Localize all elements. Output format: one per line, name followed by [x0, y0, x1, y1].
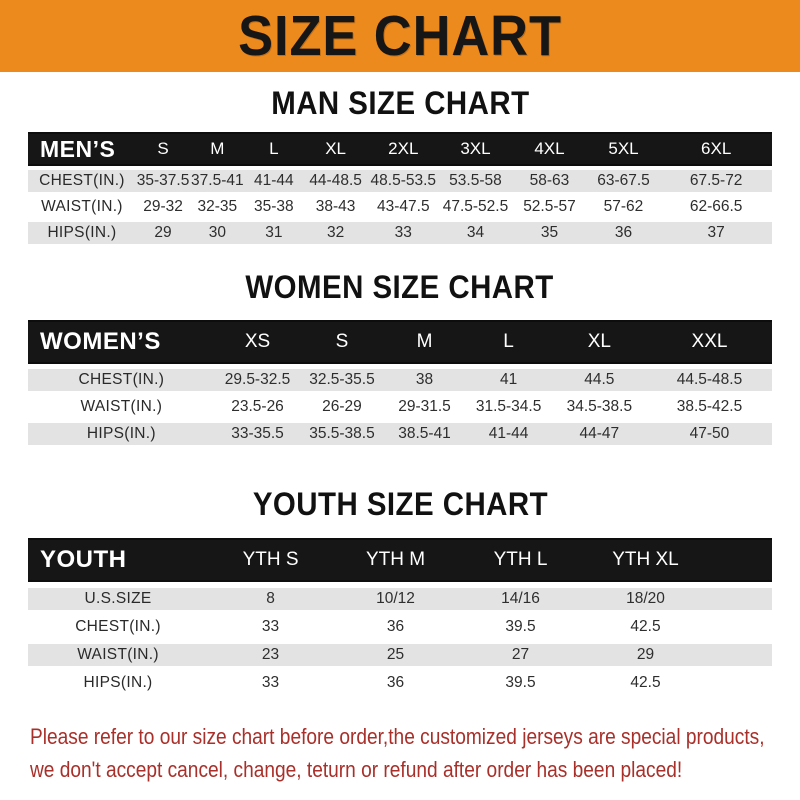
- size-value: 35.5-38.5: [300, 423, 383, 445]
- youth-ussize-row: [28, 588, 772, 610]
- size-value: 41: [465, 369, 551, 391]
- youth-group-label: YOUTH: [28, 538, 208, 582]
- men-size-col-header: 4XL: [512, 132, 586, 166]
- size-value: 41-44: [244, 170, 303, 192]
- men-section-heading: [0, 85, 800, 122]
- men-size-col-header: S: [136, 132, 190, 166]
- men-group-label: MEN’S: [28, 132, 136, 166]
- row-spacer: [708, 588, 772, 610]
- size-value: 38-43: [303, 196, 368, 218]
- men-chest-row: [28, 170, 772, 192]
- youth-table-header-row: [28, 538, 772, 582]
- size-value: 41-44: [465, 423, 551, 445]
- row-label: WAIST(IN.): [28, 396, 215, 418]
- size-value: 44.5-48.5: [647, 369, 772, 391]
- row-spacer: [708, 616, 772, 638]
- men-size-col-header: M: [190, 132, 244, 166]
- women-heading-text: WOMEN SIZE CHART: [245, 269, 555, 305]
- women-size-table: [28, 315, 772, 450]
- row-label: HIPS(IN.): [28, 672, 208, 694]
- row-label: CHEST(IN.): [28, 616, 208, 638]
- size-value: 25: [333, 644, 458, 666]
- men-table-header-row: [28, 132, 772, 166]
- row-label: CHEST(IN.): [28, 170, 136, 192]
- size-value: 29: [136, 222, 190, 244]
- men-size-col-header: XL: [303, 132, 368, 166]
- size-value: 33: [208, 672, 333, 694]
- women-size-col-header: L: [465, 320, 551, 364]
- size-value: 26-29: [300, 396, 383, 418]
- men-waist-row: [28, 196, 772, 218]
- size-value: 43-47.5: [368, 196, 439, 218]
- men-size-table: [28, 128, 772, 248]
- youth-size-col-header: YTH L: [458, 538, 583, 582]
- youth-size-table: [28, 532, 772, 700]
- size-value: 63-67.5: [587, 170, 661, 192]
- men-size-col-header: 3XL: [439, 132, 513, 166]
- men-size-col-header: 2XL: [368, 132, 439, 166]
- size-value: 35: [512, 222, 586, 244]
- size-value: 44.5: [552, 369, 647, 391]
- size-value: 37.5-41: [190, 170, 244, 192]
- row-label: HIPS(IN.): [28, 423, 215, 445]
- size-value: 42.5: [583, 616, 708, 638]
- header-spacer: [708, 538, 772, 582]
- size-value: 18/20: [583, 588, 708, 610]
- size-value: 29: [583, 644, 708, 666]
- size-value: 31.5-34.5: [465, 396, 551, 418]
- size-value: 36: [587, 222, 661, 244]
- size-value: 34.5-38.5: [552, 396, 647, 418]
- size-value: 33: [368, 222, 439, 244]
- size-value: 39.5: [458, 672, 583, 694]
- size-value: 38.5-42.5: [647, 396, 772, 418]
- footer-notice: [30, 720, 800, 786]
- size-value: 31: [244, 222, 303, 244]
- size-value: 35-38: [244, 196, 303, 218]
- size-value: 32: [303, 222, 368, 244]
- notice-line-2: we don't accept cancel, change, teturn or refund after order has been placed!: [30, 757, 683, 782]
- women-section-heading: [0, 269, 800, 306]
- size-value: 39.5: [458, 616, 583, 638]
- women-size-col-header: M: [384, 320, 466, 364]
- banner-title: SIZE CHART: [238, 4, 562, 68]
- size-value: 33-35.5: [215, 423, 301, 445]
- men-size-col-header: 5XL: [587, 132, 661, 166]
- women-size-col-header: XS: [215, 320, 301, 364]
- women-size-col-header: S: [300, 320, 383, 364]
- size-value: 44-48.5: [303, 170, 368, 192]
- women-group-label: WOMEN’S: [28, 320, 215, 364]
- size-value: 62-66.5: [660, 196, 772, 218]
- size-value: 53.5-58: [439, 170, 513, 192]
- women-waist-row: [28, 396, 772, 418]
- size-value: 29-31.5: [384, 396, 466, 418]
- row-spacer: [708, 644, 772, 666]
- men-size-col-header: 6XL: [660, 132, 772, 166]
- row-spacer: [708, 672, 772, 694]
- women-size-col-header: XL: [552, 320, 647, 364]
- size-value: 38: [384, 369, 466, 391]
- size-value: 23.5-26: [215, 396, 301, 418]
- size-value: 29-32: [136, 196, 190, 218]
- size-value: 48.5-53.5: [368, 170, 439, 192]
- men-hips-row: [28, 222, 772, 244]
- size-value: 52.5-57: [512, 196, 586, 218]
- men-heading-text: MAN SIZE CHART: [270, 85, 530, 121]
- size-value: 44-47: [552, 423, 647, 445]
- women-hips-row: [28, 423, 772, 445]
- row-label: CHEST(IN.): [28, 369, 215, 391]
- size-value: 14/16: [458, 588, 583, 610]
- size-value: 8: [208, 588, 333, 610]
- size-value: 42.5: [583, 672, 708, 694]
- youth-hips-row: [28, 672, 772, 694]
- size-value: 32.5-35.5: [300, 369, 383, 391]
- row-label: U.S.SIZE: [28, 588, 208, 610]
- row-label: HIPS(IN.): [28, 222, 136, 244]
- row-label: WAIST(IN.): [28, 644, 208, 666]
- size-value: 32-35: [190, 196, 244, 218]
- size-value: 47-50: [647, 423, 772, 445]
- youth-chest-row: [28, 616, 772, 638]
- men-size-col-header: L: [244, 132, 303, 166]
- size-value: 37: [660, 222, 772, 244]
- row-label: WAIST(IN.): [28, 196, 136, 218]
- women-size-col-header: XXL: [647, 320, 772, 364]
- youth-waist-row: [28, 644, 772, 666]
- notice-line-1: Please refer to our size chart before order,the customized jerseys are special products,: [30, 724, 765, 749]
- size-chart-banner: [0, 0, 800, 72]
- size-value: 10/12: [333, 588, 458, 610]
- size-value: 23: [208, 644, 333, 666]
- youth-size-col-header: YTH XL: [583, 538, 708, 582]
- size-value: 30: [190, 222, 244, 244]
- size-value: 67.5-72: [660, 170, 772, 192]
- youth-size-col-header: YTH S: [208, 538, 333, 582]
- size-value: 47.5-52.5: [439, 196, 513, 218]
- size-value: 57-62: [587, 196, 661, 218]
- size-value: 35-37.5: [136, 170, 190, 192]
- size-value: 34: [439, 222, 513, 244]
- size-value: 29.5-32.5: [215, 369, 301, 391]
- size-value: 36: [333, 616, 458, 638]
- size-value: 38.5-41: [384, 423, 466, 445]
- women-chest-row: [28, 369, 772, 391]
- women-table-header-row: [28, 320, 772, 364]
- youth-size-col-header: YTH M: [333, 538, 458, 582]
- size-value: 27: [458, 644, 583, 666]
- youth-section-heading: [0, 486, 800, 523]
- size-value: 36: [333, 672, 458, 694]
- size-value: 58-63: [512, 170, 586, 192]
- size-value: 33: [208, 616, 333, 638]
- youth-heading-text: YOUTH SIZE CHART: [252, 486, 548, 522]
